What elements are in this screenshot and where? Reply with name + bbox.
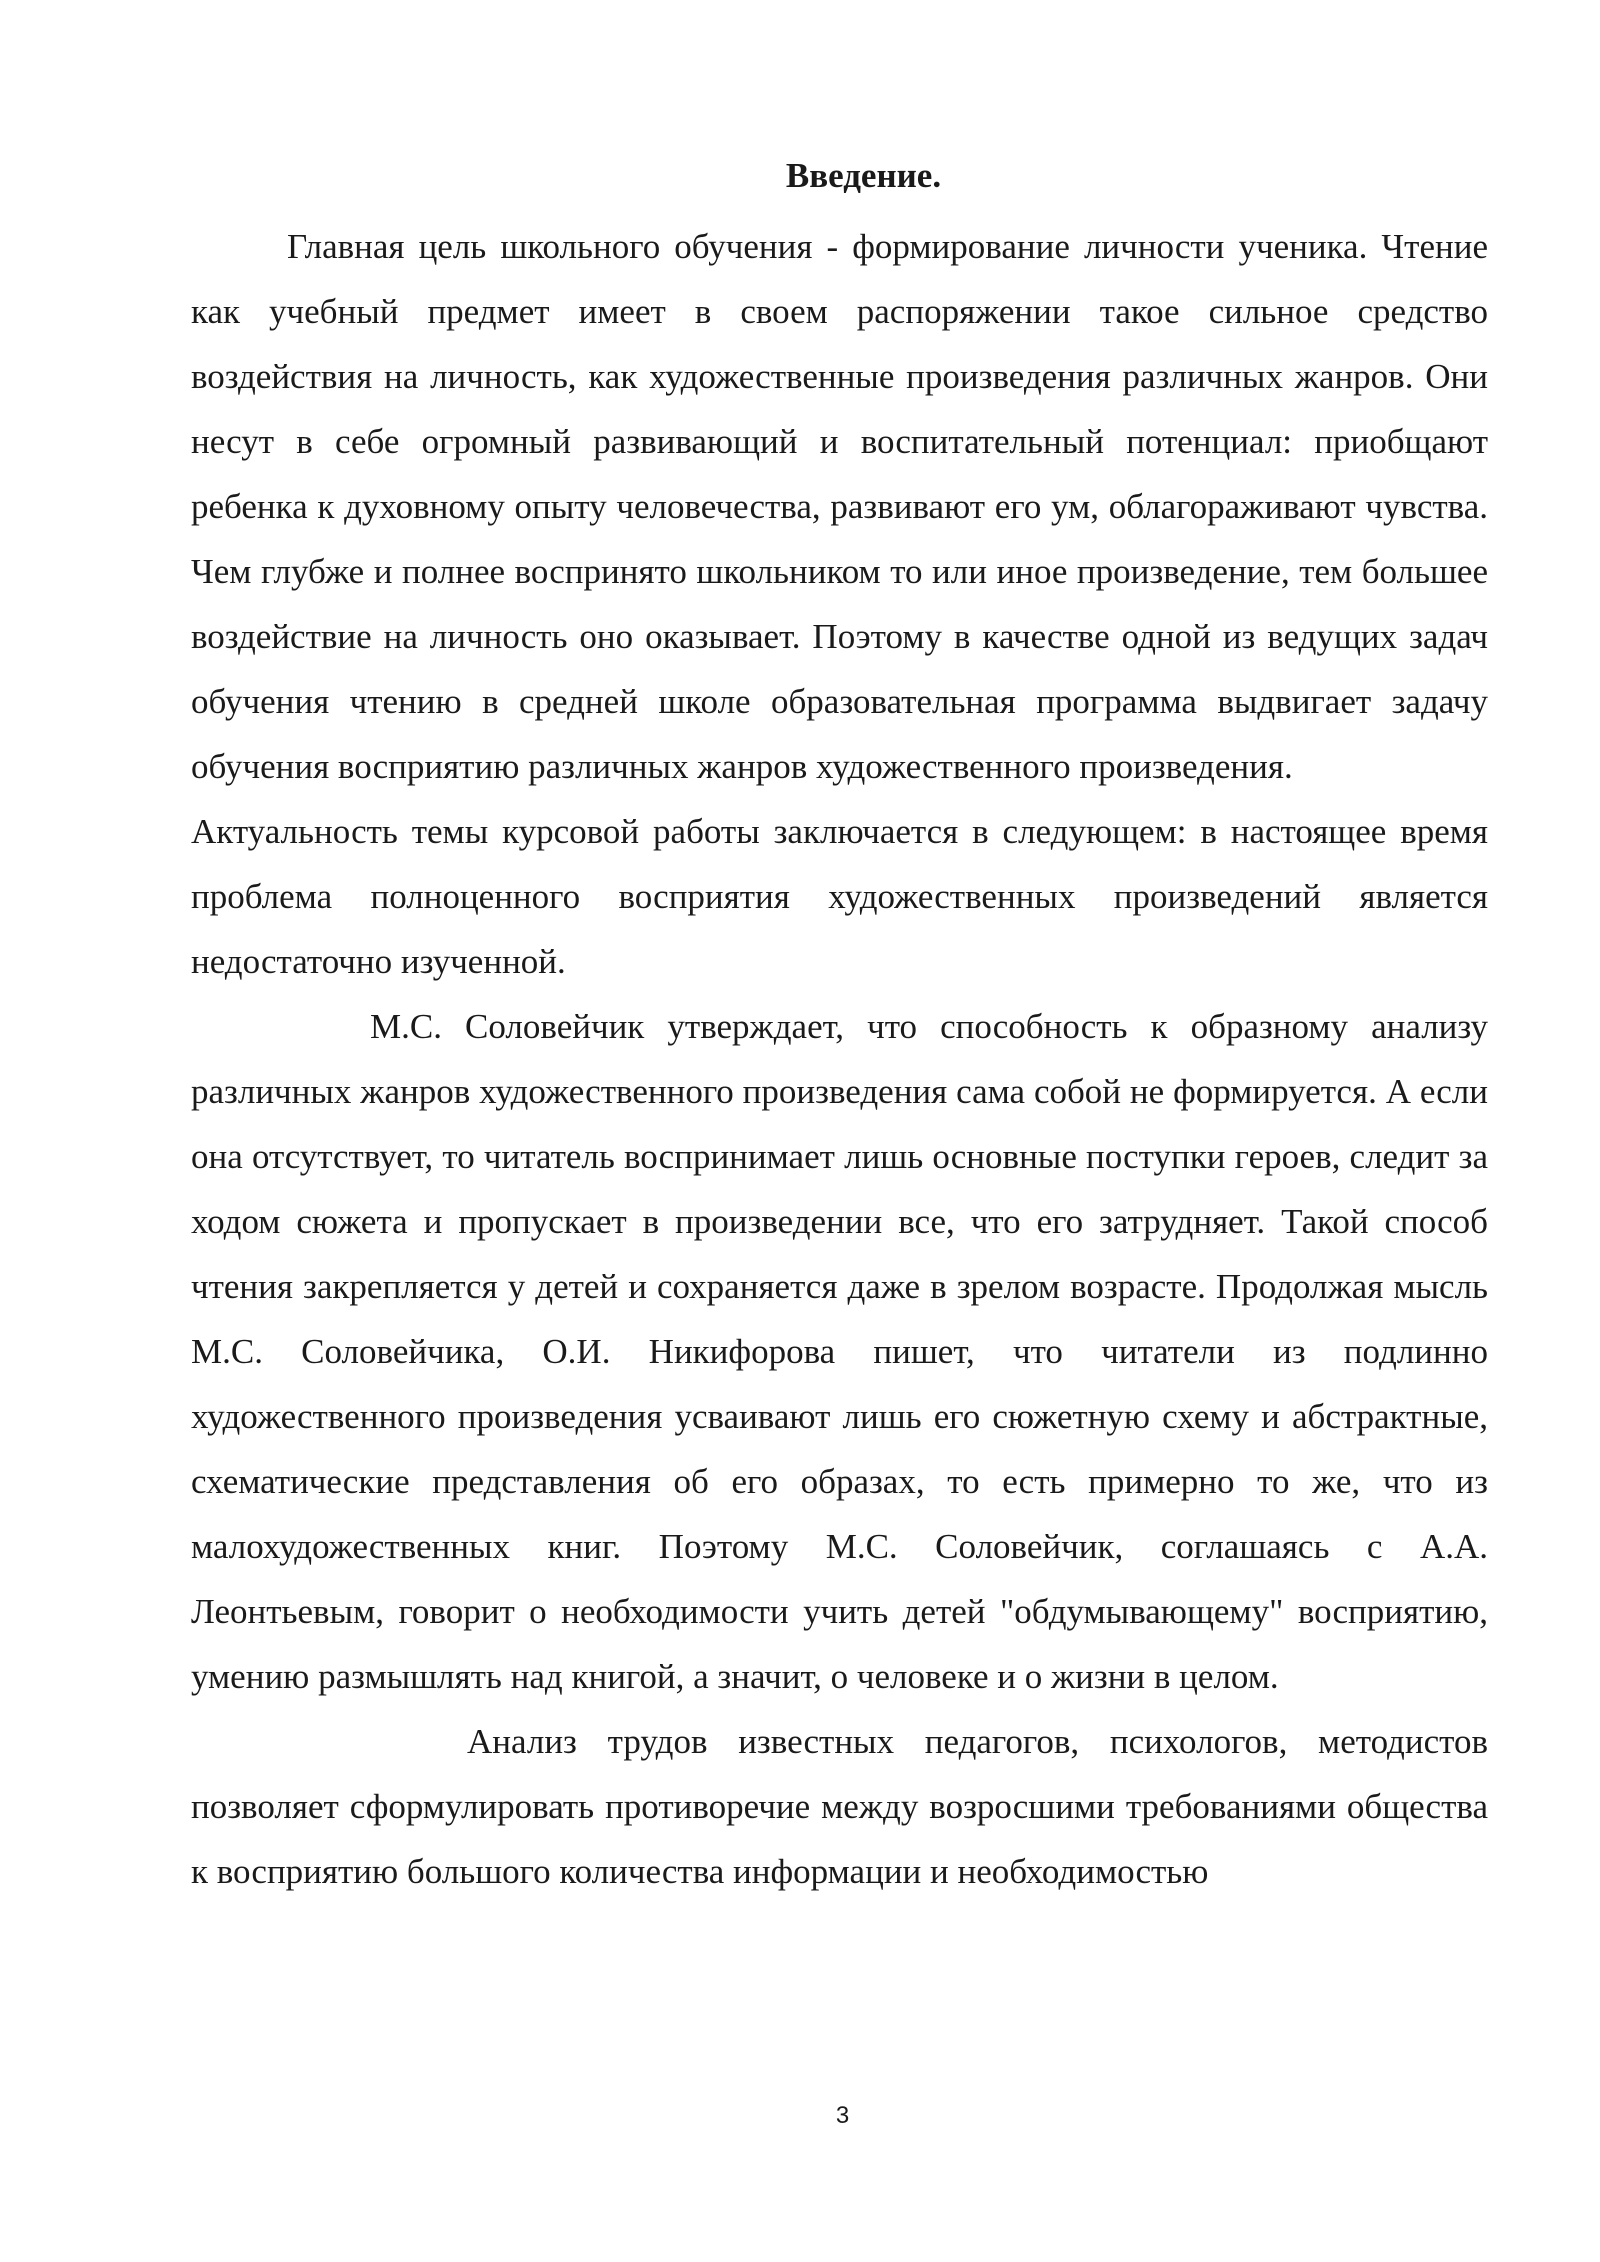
page-number: 3	[835, 2102, 850, 2129]
document-body	[191, 148, 1488, 1904]
paragraph-soloveichik: М.С. Соловейчик утверждает, что способность к образному анализу различных жанров художественного произведения сама собой не формируется. А если она отсутствует, то читатель воспринимает лишь основные поступки героев, следит за ходом сюжета и пропускает в произведении все, что его затрудняет. Такой способ чтения закрепляется у детей и сохраняется даже в зрелом возрасте. Продолжая мысль М.С. Соловейчика, О.И. Никифорова пишет, что читатели из подлинно художественного произведения усваивают лишь его сюжетную схему и абстрактные, схематические представления об его образах, то есть примерно то же, что из малохудожественных книг. Поэтому М.С. Соловейчик, соглашаясь с А.А. Леонтьевым, говорит о необходимости учить детей "обдумывающему" восприятию, умению размышлять над книгой, а значит, о человеке и о жизни в целом.	[191, 1007, 1488, 1696]
section-title: Введение.	[785, 156, 942, 195]
paragraph-relevance: Актуальность темы курсовой работы заключается в следующем: в настоящее время проблема полноценного восприятия художественных произведений является недостаточно изученной.	[191, 812, 1488, 981]
paragraph-intro: Главная цель школьного обучения - формирование личности ученика. Чтение как учебный предмет имеет в своем распоряжении такое сильное средство воздействия на личность, как художественные произведения различных жанров. Они несут в себе огромный развивающий и воспитательный потенциал: приобщают ребенка к духовному опыту человечества, развивают его ум, облагораживают чувства. Чем глубже и полнее воспринято школьником то или иное произведение, тем большее воздействие на личность оно оказывает. Поэтому в качестве одной из ведущих задач обучения чтению в средней школе образовательная программа выдвигает задачу обучения восприятию различных жанров художественного произведения.	[191, 227, 1488, 786]
paragraph-analysis: Анализ трудов известных педагогов, психологов, методистов позволяет сформулировать противоречие между возросшими требованиями общества к восприятию большого количества информации и необходимостью	[191, 1722, 1488, 1891]
